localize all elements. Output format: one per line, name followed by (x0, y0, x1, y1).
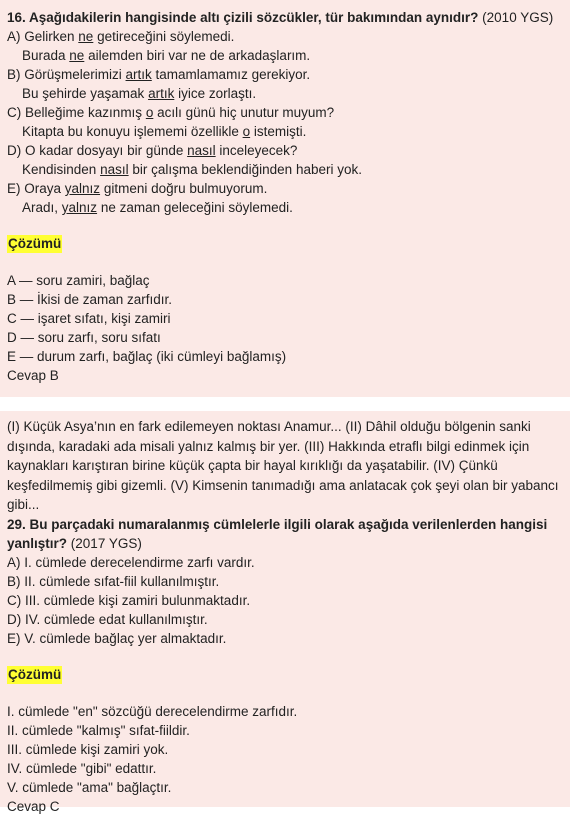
option-d-line2: Kendisinden nasıl bir çalışma beklendiğinden haberi yok. (22, 162, 362, 177)
option-b-line2: Bu şehirde yaşamak artık iyice zorlaştı. (22, 86, 257, 101)
solution-line: IV. cümlede "gibi" edattır. (7, 760, 157, 776)
solution-line: B — İkisi de zaman zarfıdır. (7, 292, 173, 307)
option-b: B) Görüşmelerimizi artık tamamlamamız gerekiyor. (7, 67, 311, 82)
question-29-options (7, 553, 560, 648)
question-29-card (0, 411, 570, 814)
question-29-stem (7, 515, 560, 553)
option-a: A) Gelirken ne getireceğini söylemedi. (7, 29, 235, 44)
option-a-line2: Burada ne ailemden biri var ne de arkadaşlarım. (22, 48, 311, 63)
option-d: D) IV. cümlede edat kullanılmıştır. (7, 611, 208, 627)
solution-line: A — soru zamiri, bağlaç (7, 273, 150, 288)
option-e: E) V. cümlede bağlaç yer almaktadır. (7, 630, 227, 646)
question-16-solution (7, 271, 560, 385)
solution-line: C — işaret sıfatı, kişi zamiri (7, 311, 171, 326)
question-16-stem (7, 8, 560, 27)
underlined-word: o (242, 124, 251, 139)
question-text: Bu parçadaki numaralanmış cümlelerle ilgili olarak aşağıda verilenlerden hangisi yanlıştır? (7, 516, 548, 551)
question-number: 16. (7, 10, 26, 25)
option-a: A) I. cümlede derecelendirme zarfı vardır. (7, 554, 255, 570)
option-c-line2: Kitapta bu konuyu işlememi özellikle o istemişti. (22, 124, 307, 139)
solution-heading: Çözümü (8, 666, 62, 682)
solution-line: I. cümlede "en" sözcüğü derecelendirme zarfıdır. (7, 703, 298, 719)
underlined-word: artık (125, 67, 152, 82)
underlined-word: yalnız (61, 200, 98, 215)
option-c: C) Belleğime kazınmış o acılı günü hiç unutur muyum? (7, 105, 335, 120)
question-text: Aşağıdakilerin hangisinde altı çizili sözcükler, tür bakımından aynıdır? (29, 10, 479, 25)
answer-line: Cevap B (7, 368, 59, 383)
solution-line: D — soru zarfı, soru sıfatı (7, 330, 161, 345)
underlined-word: artık (148, 86, 175, 101)
underlined-word: ne (69, 48, 85, 63)
solution-line: E — durum zarfı, bağlaç (iki cümleyi bağlamış) (7, 349, 287, 364)
underlined-word: o (145, 105, 154, 120)
option-c: C) III. cümlede kişi zamiri bulunmaktadır. (7, 592, 251, 608)
question-16-options (7, 27, 560, 217)
question-source: (2017 YGS) (70, 535, 142, 551)
underlined-word: yalnız (64, 181, 101, 196)
solution-line: III. cümlede kişi zamiri yok. (7, 741, 169, 757)
underlined-word: nasıl (100, 162, 129, 177)
option-e: E) Oraya yalnız gitmeni doğru bulmuyorum. (7, 181, 268, 196)
answer-line: Cevap C (7, 798, 60, 814)
solution-line: V. cümlede "ama" bağlaçtır. (7, 779, 172, 795)
option-d: D) O kadar dosyayı bir günde nasıl inceleyecek? (7, 143, 298, 158)
underlined-word: nasıl (187, 143, 216, 158)
question-29-passage: (I) Küçük Asya’nın en fark edilemeyen noktası Anamur... (II) Dâhil olduğu bölgenin sanki dışında, karadaki ada misali yalnız kalmış bir yer. (III) Hakkında etraflı bilgi edinmek için kaynakları karıştıran birine küçük çapta bir hayal kırıklığı da yaşatabilir. (IV) Çünkü keşfedilmemiş gibi gizemli. (V) Kimsenin tanımadığı ama anlatacak çok şeyi olan bir yabancı gibi... (7, 419, 559, 513)
question-29-solution (7, 702, 560, 816)
solution-heading: Çözümü (8, 236, 62, 251)
question-source: (2010 YGS) (482, 10, 554, 25)
question-number: 29. (7, 516, 26, 532)
underlined-word: ne (78, 29, 94, 44)
option-b: B) II. cümlede sıfat-fiil kullanılmıştır. (7, 573, 220, 589)
question-16-card (0, 0, 570, 397)
option-e-line2: Aradı, yalnız ne zaman geleceğini söylemedi. (22, 200, 293, 215)
solution-line: II. cümlede "kalmış" sıfat-fiildir. (7, 722, 190, 738)
